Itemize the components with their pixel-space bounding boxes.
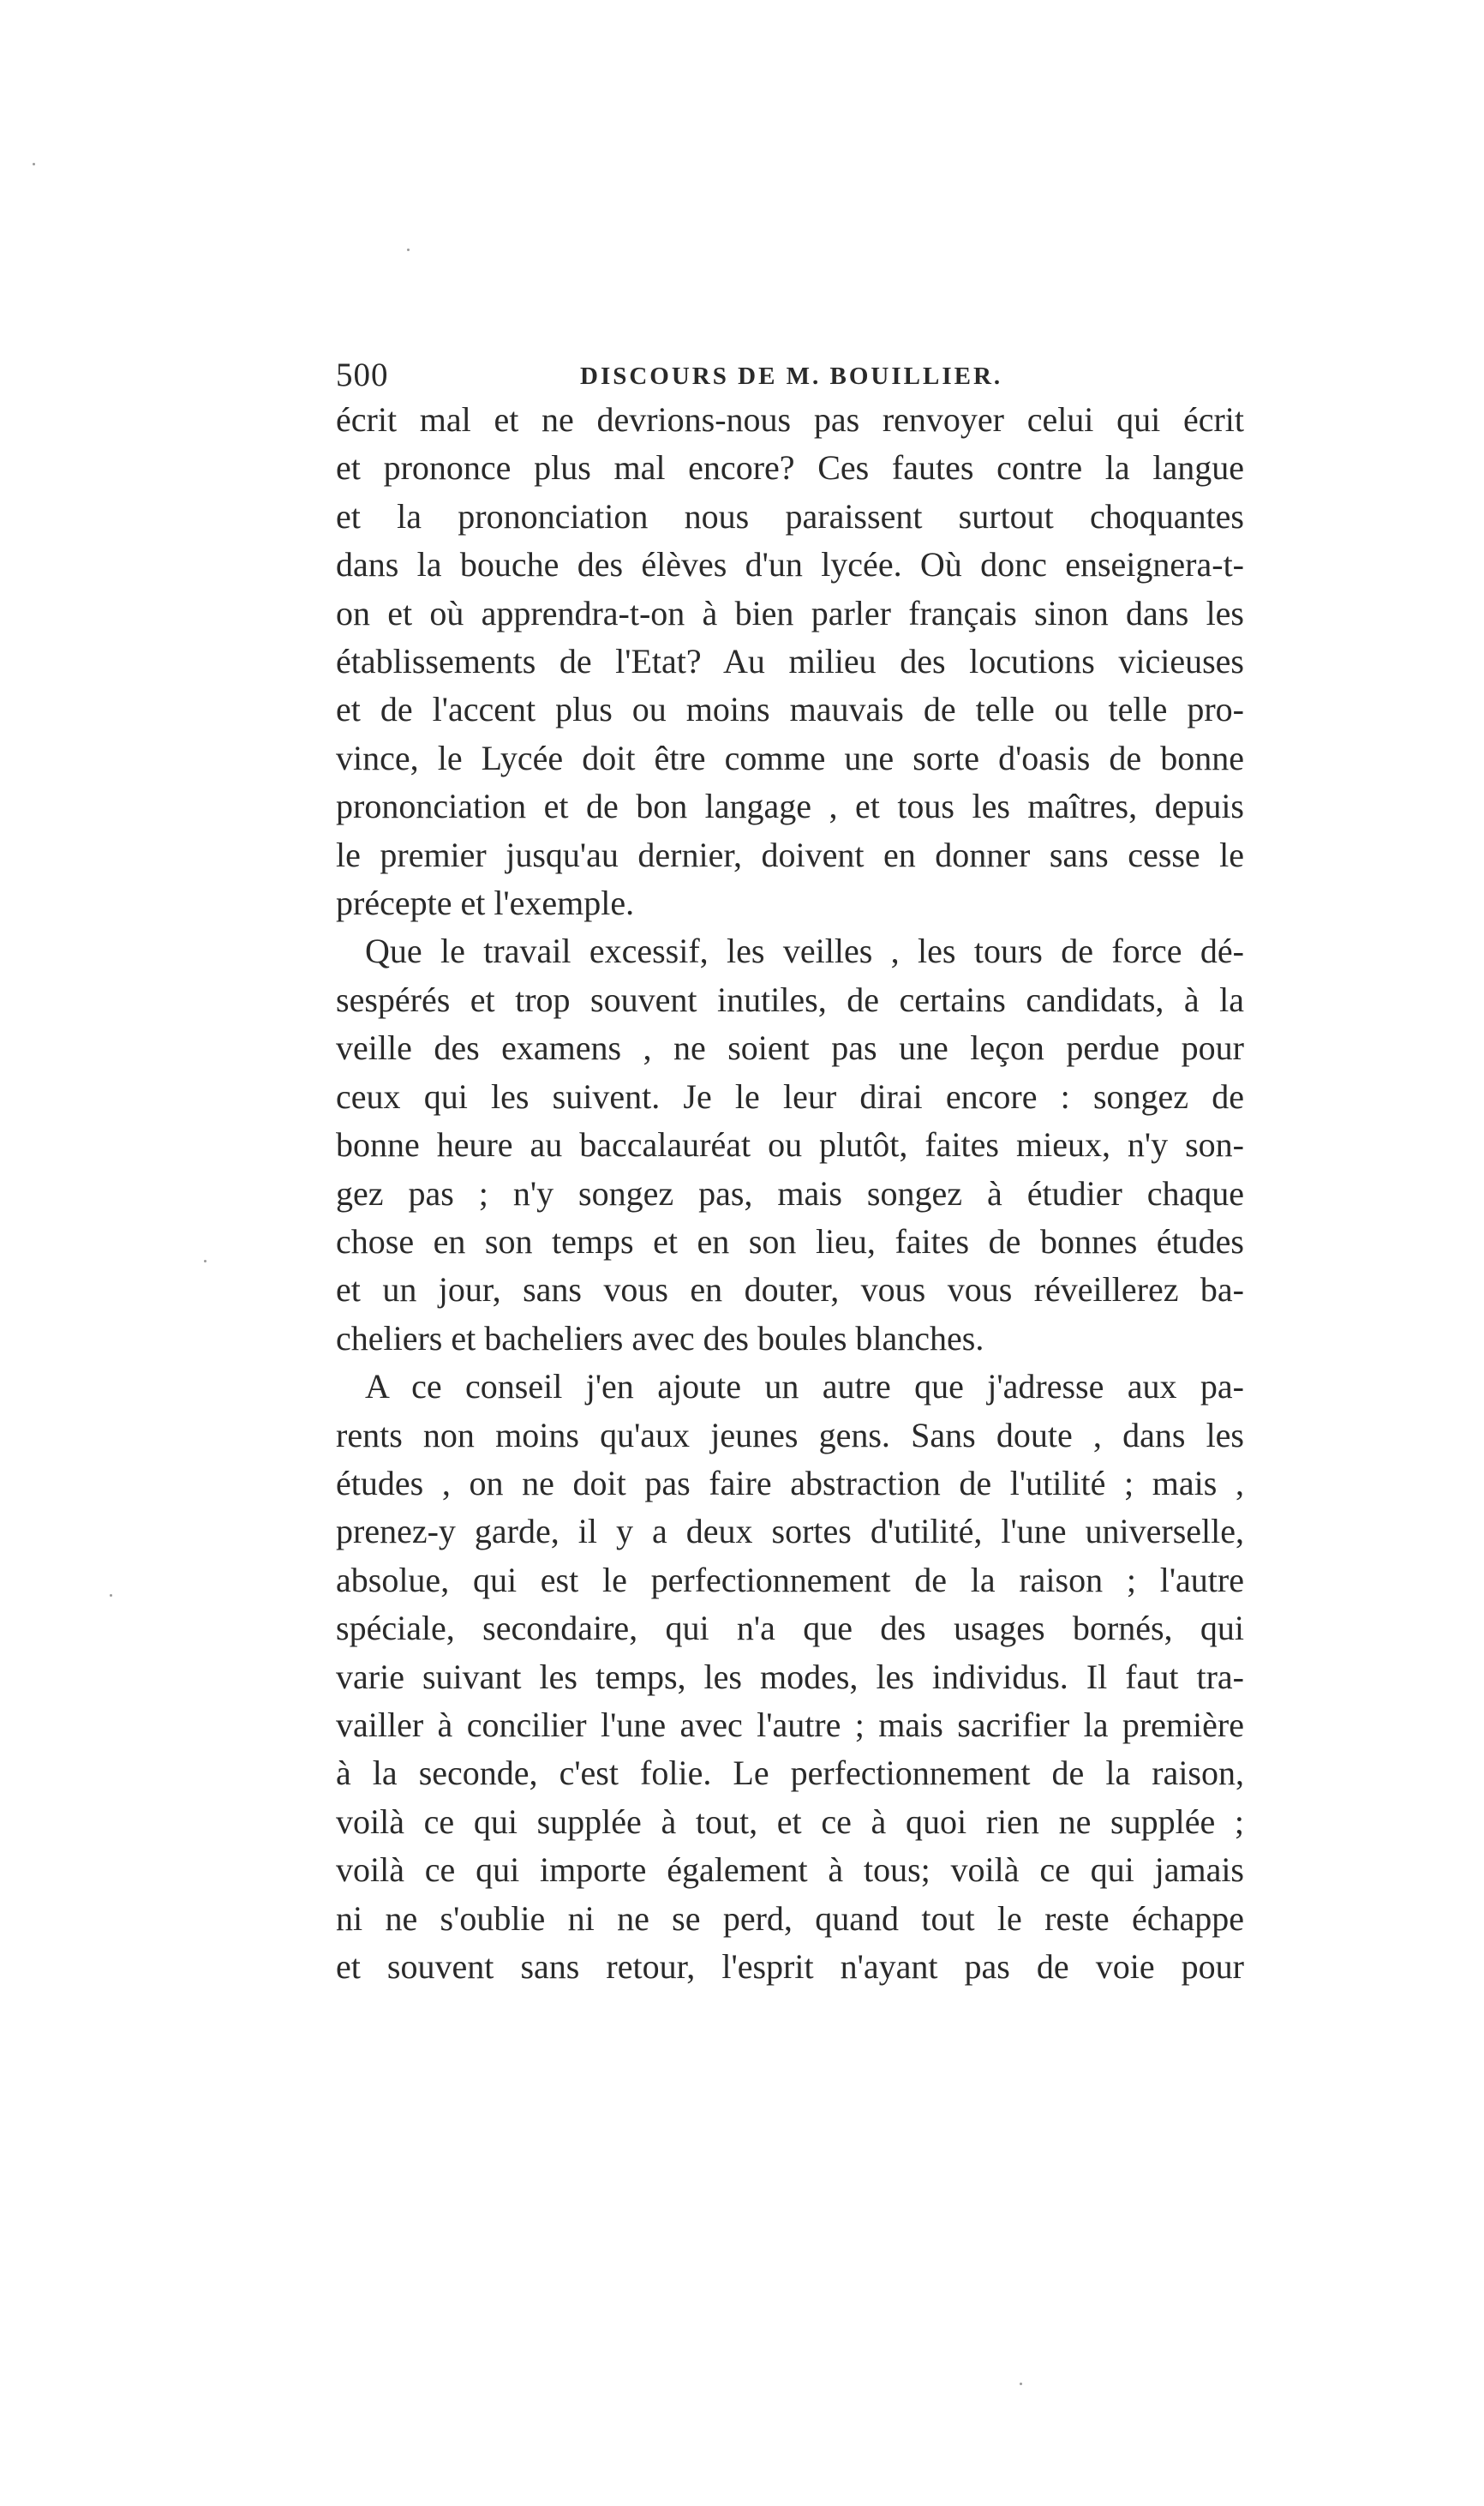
scan-speck — [1020, 2383, 1022, 2385]
text-line: on et où apprendra-t-on à bien parler français sinon dans les — [336, 593, 1244, 632]
text-line: écrit mal et ne devrions-nous pas renvoyer celui qui écrit — [336, 400, 1244, 439]
text-line: gez pas ; n'y songez pas, mais songez à étudier chaque — [336, 1173, 1244, 1213]
text-line: études , on ne doit pas faire abstraction de l'utilité ; mais , — [336, 1463, 1244, 1502]
text-line: prononciation et de bon langage , et tous les maîtres, depuis — [336, 787, 1244, 826]
paragraph-2 — [336, 927, 1244, 1363]
text-line: et prononce plus mal encore? Ces fautes contre la langue — [336, 448, 1244, 488]
scan-speck — [33, 163, 35, 165]
text-line: et un jour, sans vous en douter, vous vous réveillerez ba- — [336, 1270, 1244, 1310]
text-line: prenez-y garde, il y a deux sortes d'utilité, l'une universelle, — [336, 1512, 1244, 1551]
text-line: vailler à concilier l'une avec l'autre ; mais sacrifier la première — [336, 1705, 1244, 1744]
scan-speck — [407, 249, 410, 251]
text-line: précepte et l'exemple. — [336, 884, 635, 923]
scan-speck — [110, 1594, 112, 1597]
text-line: veille des examens , ne soient pas une leçon perdue pour — [336, 1028, 1244, 1068]
text-line: bonne heure au baccalauréat ou plutôt, faites mieux, n'y son- — [336, 1125, 1244, 1165]
body-text — [336, 396, 1244, 1991]
text-line: chose en son temps et en son lieu, faites de bonnes études — [336, 1221, 1244, 1261]
text-line: absolue, qui est le perfectionnement de la raison ; l'autre — [336, 1560, 1244, 1599]
text-line: sespérés et trop souvent inutiles, de certains candidats, à la — [336, 980, 1244, 1019]
text-line: Que le travail excessif, les veilles , les tours de force dé- — [365, 932, 1244, 971]
text-line: le premier jusqu'au dernier, doivent en donner sans cesse le — [336, 835, 1244, 874]
text-line: vince, le Lycée doit être comme une sorte d'oasis de bonne — [336, 738, 1244, 777]
text-line: ceux qui les suivent. Je le leur dirai encore : songez de — [336, 1076, 1244, 1116]
text-line: spéciale, secondaire, qui n'a que des usages bornés, qui — [336, 1609, 1244, 1648]
paragraph-1 — [336, 396, 1244, 927]
text-line: à la seconde, c'est folie. Le perfectionnement de la raison, — [336, 1754, 1244, 1793]
text-line: et de l'accent plus ou moins mauvais de telle ou telle pro- — [336, 690, 1244, 729]
page-number: 500 — [336, 357, 389, 393]
text-line: ni ne s'oublie ni ne se perd, quand tout le reste échappe — [336, 1898, 1244, 1938]
text-line: A ce conseil j'en ajoute un autre que j'adresse aux pa- — [365, 1367, 1244, 1406]
paragraph-3 — [336, 1363, 1244, 1991]
text-line: voilà ce qui importe également à tous; voilà ce qui jamais — [336, 1850, 1244, 1890]
running-head — [336, 350, 1244, 401]
running-title: DISCOURS DE M. BOUILLIER. — [580, 363, 1003, 390]
text-line: rents non moins qu'aux jeunes gens. Sans doute , dans les — [336, 1415, 1244, 1454]
text-line: et la prononciation nous paraissent surtout choquantes — [336, 496, 1244, 536]
text-line: cheliers et bacheliers avec des boules blanches. — [336, 1318, 984, 1358]
scan-speck — [204, 1260, 206, 1262]
text-line: établissements de l'Etat? Au milieu des locutions vicieuses — [336, 642, 1244, 681]
text-line: varie suivant les temps, les modes, les individus. Il faut tra- — [336, 1657, 1244, 1696]
text-line: et souvent sans retour, l'esprit n'ayant pas de voie pour — [336, 1947, 1244, 1986]
text-line: voilà ce qui supplée à tout, et ce à quoi rien ne supplée ; — [336, 1802, 1244, 1841]
text-line: dans la bouche des élèves d'un lycée. Où donc enseignera-t- — [336, 545, 1244, 585]
